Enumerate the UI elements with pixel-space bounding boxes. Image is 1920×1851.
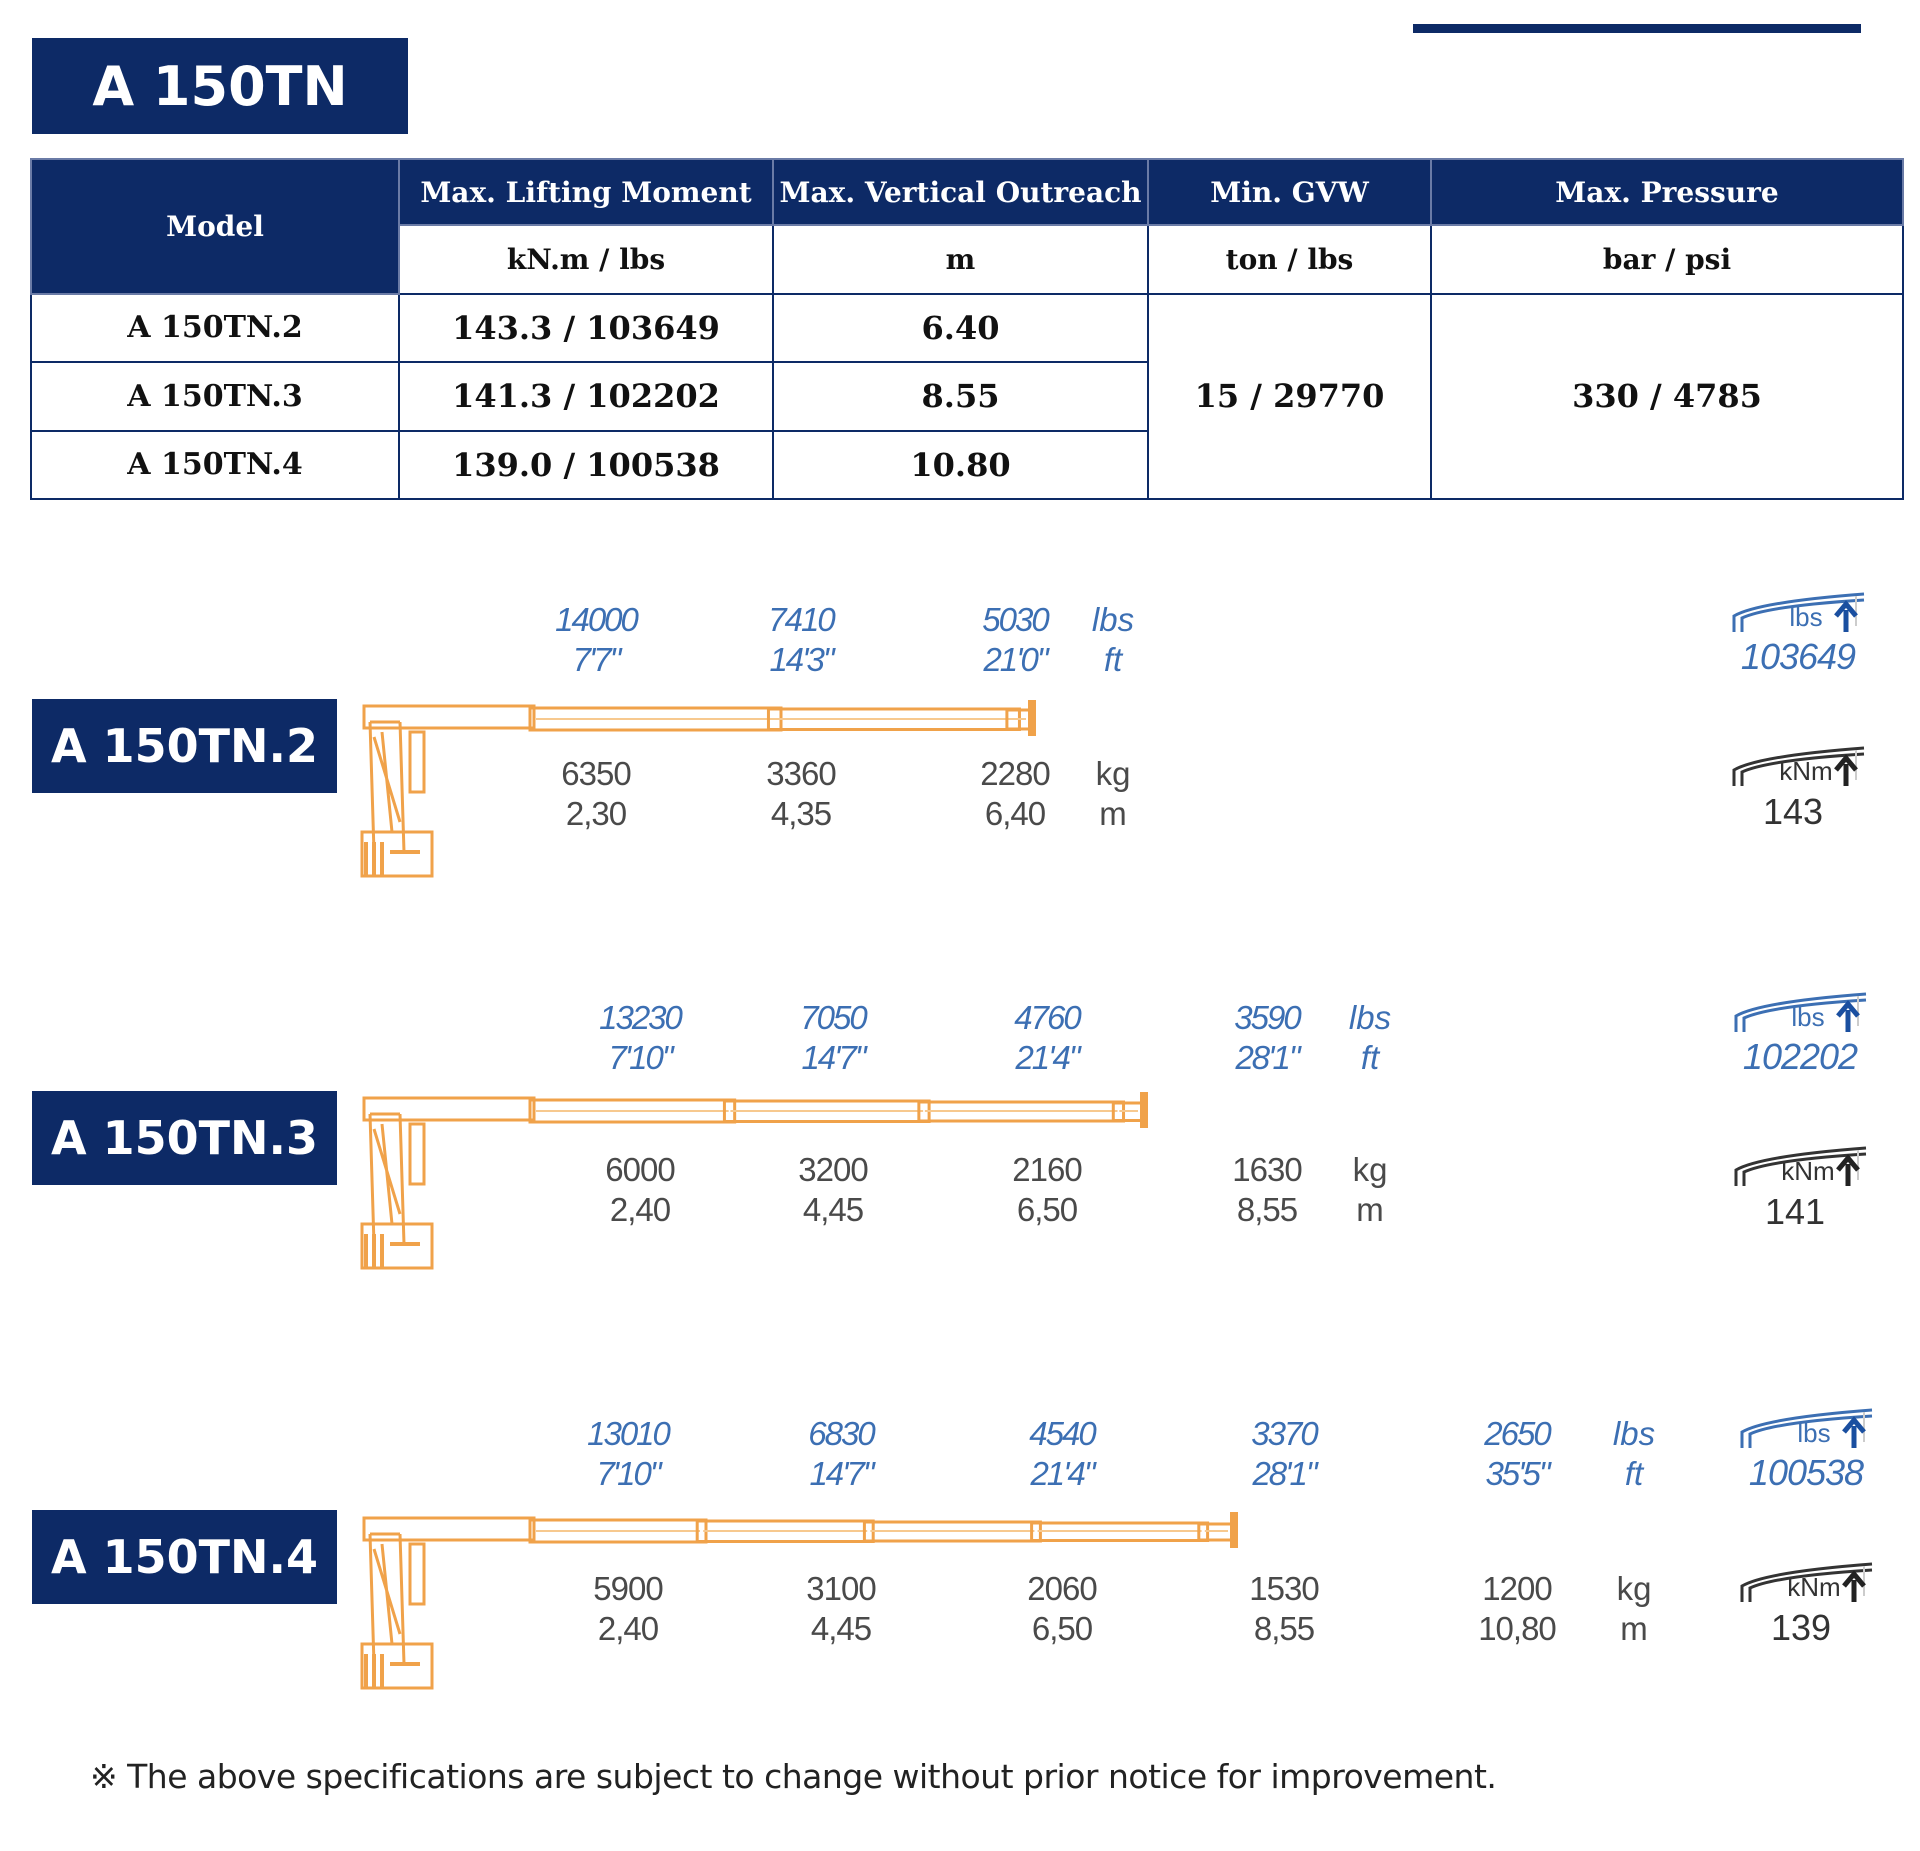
unit-lbs: lbs (1348, 999, 1392, 1036)
pressure-value: 330 / 4785 (1431, 294, 1903, 499)
header-rule (1413, 24, 1861, 33)
reach-m: 8,55 (1236, 1191, 1298, 1228)
load-lbs: 13230 (599, 999, 681, 1036)
reach-ft: 14'7" (801, 1039, 865, 1076)
load-imperial (736, 600, 866, 680)
reach-ft: 28'1" (1252, 1455, 1316, 1492)
load-kg: 2280 (980, 755, 1050, 792)
unit-imperial (1599, 1414, 1669, 1494)
load-metric (997, 1569, 1127, 1649)
load-lbs: 4540 (1029, 1415, 1095, 1452)
load-metric (768, 1150, 898, 1230)
section-label: A 150TN.2 (32, 699, 337, 793)
icon-unit-knm: kNm (1781, 1156, 1835, 1186)
reach-ft: 21'4" (1030, 1455, 1094, 1492)
load-imperial (531, 600, 661, 680)
load-kg: 6350 (561, 755, 631, 792)
unit-ft: ft (1103, 641, 1123, 678)
unit-kg: kg (1095, 755, 1131, 792)
row-vertical-outreach: 6.40 (773, 294, 1148, 362)
row-model: A 150TN.2 (31, 294, 399, 362)
max-moment-lbs: 102202 (1742, 1036, 1858, 1077)
load-metric (1452, 1569, 1582, 1649)
unit-kg: kg (1352, 1151, 1388, 1188)
load-kg: 1630 (1232, 1151, 1302, 1188)
unit-metric (1078, 754, 1148, 834)
row-vertical-outreach: 10.80 (773, 431, 1148, 499)
load-metric (776, 1569, 906, 1649)
unit-m: m (1099, 795, 1127, 832)
max-moment-knm: 143 (1762, 791, 1824, 832)
reach-m: 6,40 (984, 795, 1046, 832)
section-label: A 150TN.3 (32, 1091, 337, 1185)
load-kg: 6000 (605, 1151, 675, 1188)
load-kg: 3360 (766, 755, 836, 792)
max-moment-lbs: 103649 (1740, 636, 1856, 677)
unit-lbs: lbs (1612, 1415, 1656, 1452)
reach-m: 4,35 (770, 795, 832, 832)
unit-ft: ft (1360, 1039, 1380, 1076)
row-lifting-moment: 143.3 / 103649 (399, 294, 773, 362)
load-kg: 2060 (1027, 1570, 1097, 1607)
icon-unit-lbs: lbs (1789, 602, 1823, 632)
row-vertical-outreach: 8.55 (773, 362, 1148, 430)
reach-m: 2,30 (565, 795, 627, 832)
reach-m: 2,40 (609, 1191, 671, 1228)
icon-unit-lbs: lbs (1797, 1418, 1831, 1448)
load-metric (982, 1150, 1112, 1230)
load-imperial (768, 998, 898, 1078)
load-imperial (997, 1414, 1127, 1494)
row-model: A 150TN.3 (31, 362, 399, 430)
header-lifting-moment: Max. Lifting Moment (399, 159, 773, 225)
load-lbs: 2650 (1484, 1415, 1550, 1452)
reach-ft: 21'4" (1015, 1039, 1079, 1076)
header-gvw: Min. GVW (1148, 159, 1431, 225)
reach-m: 8,55 (1253, 1610, 1315, 1647)
icon-unit-knm: kNm (1779, 756, 1833, 786)
reach-m: 4,45 (802, 1191, 864, 1228)
load-metric (736, 754, 866, 834)
unit-imperial (1078, 600, 1148, 680)
load-lbs: 14000 (555, 601, 637, 638)
load-metric (575, 1150, 705, 1230)
load-imperial (563, 1414, 693, 1494)
load-metric (1219, 1569, 1349, 1649)
unit-metric (1599, 1569, 1669, 1649)
reach-ft: 35'5" (1485, 1455, 1549, 1492)
gvw-value: 15 / 29770 (1148, 294, 1431, 499)
load-imperial (776, 1414, 906, 1494)
reach-m: 10,80 (1478, 1610, 1556, 1647)
unit-ft: ft (1624, 1455, 1644, 1492)
reach-ft: 28'1" (1235, 1039, 1299, 1076)
header-model: Model (31, 159, 399, 294)
load-lbs: 13010 (587, 1415, 669, 1452)
load-metric (563, 1569, 693, 1649)
section-label: A 150TN.4 (32, 1510, 337, 1604)
reach-m: 6,50 (1016, 1191, 1078, 1228)
unit-gvw: ton / lbs (1148, 225, 1431, 293)
spec-table (30, 158, 1904, 500)
load-kg: 3100 (806, 1570, 876, 1607)
load-lbs: 4760 (1014, 999, 1080, 1036)
load-kg: 1530 (1249, 1570, 1319, 1607)
max-moment-lbs: 100538 (1748, 1452, 1864, 1493)
row-model: A 150TN.4 (31, 431, 399, 499)
load-kg: 2160 (1012, 1151, 1082, 1188)
unit-lifting-moment: kN.m / lbs (399, 225, 773, 293)
load-lbs: 7410 (768, 601, 834, 638)
load-imperial (1202, 998, 1332, 1078)
load-kg: 1200 (1482, 1570, 1552, 1607)
load-lbs: 3590 (1234, 999, 1300, 1036)
unit-m: m (1356, 1191, 1384, 1228)
reach-ft: 21'0" (983, 641, 1047, 678)
reach-ft: 7'10" (608, 1039, 672, 1076)
crane-lbs-icon (1736, 1404, 1876, 1452)
unit-metric (1335, 1150, 1405, 1230)
max-moment-knm: 139 (1770, 1607, 1832, 1648)
unit-imperial (1335, 998, 1405, 1078)
header-vertical-outreach: Max. Vertical Outreach (773, 159, 1148, 225)
row-lifting-moment: 141.3 / 102202 (399, 362, 773, 430)
crane-knm-icon (1736, 1558, 1876, 1606)
load-imperial (1219, 1414, 1349, 1494)
page-title: A 150TN (32, 38, 408, 134)
load-metric (950, 754, 1080, 834)
load-imperial (575, 998, 705, 1078)
icon-unit-knm: kNm (1787, 1572, 1841, 1602)
reach-m: 2,40 (597, 1610, 659, 1647)
footnote: ※ The above specifications are subject to change without prior notice for improvement. (90, 1757, 1497, 1796)
load-imperial (950, 600, 1080, 680)
unit-kg: kg (1616, 1570, 1652, 1607)
unit-vertical-outreach: m (773, 225, 1148, 293)
reach-ft: 7'7" (572, 641, 620, 678)
load-metric (1202, 1150, 1332, 1230)
header-pressure: Max. Pressure (1431, 159, 1903, 225)
load-metric (531, 754, 661, 834)
reach-m: 6,50 (1031, 1610, 1093, 1647)
reach-m: 4,45 (810, 1610, 872, 1647)
load-imperial (982, 998, 1112, 1078)
reach-ft: 7'10" (596, 1455, 660, 1492)
reach-ft: 14'3" (769, 641, 833, 678)
load-lbs: 7050 (800, 999, 866, 1036)
max-moment-knm: 141 (1764, 1191, 1826, 1232)
load-lbs: 6830 (808, 1415, 874, 1452)
unit-lbs: lbs (1091, 601, 1135, 638)
reach-ft: 14'7" (809, 1455, 873, 1492)
crane-lbs-icon (1728, 588, 1868, 636)
load-kg: 3200 (798, 1151, 868, 1188)
unit-m: m (1620, 1610, 1648, 1647)
load-imperial (1452, 1414, 1582, 1494)
table-row (31, 294, 1903, 362)
crane-lbs-icon (1730, 988, 1870, 1036)
crane-knm-icon (1730, 1142, 1870, 1190)
icon-unit-lbs: lbs (1791, 1002, 1825, 1032)
crane-knm-icon (1728, 742, 1868, 790)
row-lifting-moment: 139.0 / 100538 (399, 431, 773, 499)
load-lbs: 3370 (1251, 1415, 1317, 1452)
load-kg: 5900 (593, 1570, 663, 1607)
unit-pressure: bar / psi (1431, 225, 1903, 293)
load-lbs: 5030 (982, 601, 1048, 638)
